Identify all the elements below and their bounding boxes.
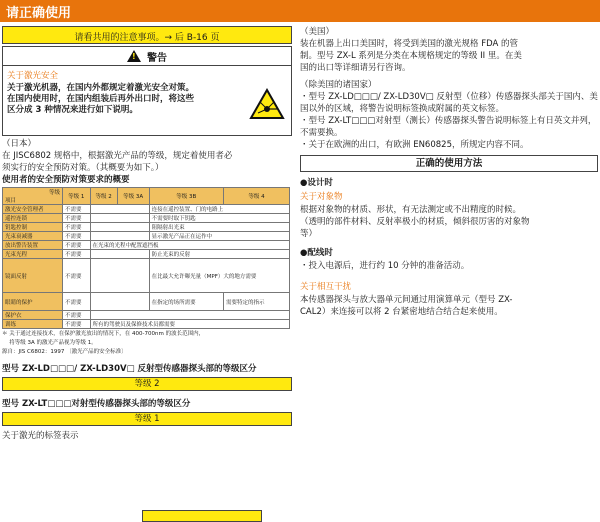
table-row	[3, 223, 290, 232]
interference-text-line: CAL2）来连接可以将 2 台紧密地结合结合起来使用。	[300, 307, 503, 317]
row-cell: 显示激光产品正在运作中	[149, 232, 289, 241]
method-title-box: 正确的使用方法	[300, 155, 598, 172]
row-item: 放出警告装置	[3, 241, 63, 250]
laser-safety-section	[2, 66, 292, 136]
right-column	[300, 26, 598, 318]
row-item: 保护衣	[3, 311, 63, 320]
wiring-heading: ●配线时	[300, 248, 333, 258]
label-display-heading: 关于激光的标签表示	[2, 431, 79, 441]
row-cell: 不需要	[63, 214, 91, 223]
row-cell: 防止光束的反射	[149, 250, 289, 259]
row-cell: 阻隔射出光束	[149, 223, 289, 232]
class-header: 等级 3A	[117, 188, 149, 205]
target-text-line: 等）	[300, 229, 318, 239]
row-cell: 不需要	[63, 311, 91, 320]
table-row	[3, 205, 290, 214]
left-column	[2, 26, 292, 441]
table-row	[3, 320, 290, 329]
notice-box: 请看共用的注意事项。→ 后 B-16 页	[2, 26, 292, 44]
zxld-model-line: 型号 ZX-LD□□□/ ZX-LD30V□ 反射型传感器探头部的等级区分	[2, 364, 257, 374]
page-title: 请正确使用	[6, 6, 72, 21]
row-item: 遥控连锁	[3, 214, 63, 223]
laser-subtitle: 关于激光安全	[7, 71, 59, 81]
row-item: 激光安全管理者	[3, 205, 63, 214]
other-heading: （除美国的诸国家）	[300, 80, 377, 90]
warning-icon	[127, 50, 141, 62]
laser-text-line: 关于激光机器，在国内外都规定着激光安全对策。	[7, 83, 195, 93]
row-item: 眼睛的保护	[3, 293, 63, 311]
other-item: ・型号 ZX-LT□□□对射型（测长）传感器探头警告说明标签上有日英文并列，不需要换。	[300, 116, 597, 138]
table-row	[3, 259, 290, 293]
laser-text-line: 区分成 3 种情况来进行如下说明。	[7, 105, 138, 115]
table-row	[3, 250, 290, 259]
table-row	[3, 214, 290, 223]
target-subtitle: 关于对象物	[300, 192, 343, 202]
row-cell: 不需要	[63, 250, 91, 259]
usa-heading: （美国）	[300, 27, 335, 37]
zxlt-class-badge: 等级 1	[2, 412, 292, 426]
row-cell: 连接在遥控装置、门的电路上	[149, 205, 289, 214]
usa-paragraph-line: 装在机器上出口美国时，将受到美国的激光规格 FDA 的管	[300, 39, 519, 49]
row-cell: 不需要	[63, 223, 91, 232]
table-footnote-line: 将等级 3A 的激光产品视为等级 1。	[2, 340, 97, 346]
corner-bottom-label: 项目	[5, 198, 17, 204]
target-text-line: 根据对象物的材质、形状，有无法测定或不出精度的时候。	[300, 205, 522, 215]
class-header: 等级 2	[90, 188, 117, 205]
usa-paragraph-line: 制。型号 ZX-L 系列是分类在本规格规定的等级 II 里。在美	[300, 51, 522, 61]
interference-text-line: 本传感器探头与放大器单元间通过用演算单元（型号 ZX-	[300, 295, 513, 305]
corner-top-label: 等级	[48, 190, 60, 196]
wiring-text: ・投入电源后，进行约 10 分钟的准备活动。	[300, 261, 470, 271]
japan-heading: （日本）	[2, 139, 37, 149]
row-cell: 不需要时取下钥匙	[149, 214, 289, 223]
row-item: 训练	[3, 320, 63, 329]
class-header: 等级 1	[63, 188, 91, 205]
laser-class-table	[2, 187, 290, 329]
class-header: 等级 4	[223, 188, 289, 205]
row-cell: 在光束的光程中配置遮挡板	[90, 241, 290, 250]
table-row	[3, 293, 290, 311]
warning-title-bar	[2, 46, 292, 66]
row-item: 钥匙控制	[3, 223, 63, 232]
row-cell: 所有的驾驶员及保修技术员都需要	[90, 320, 290, 329]
table-corner-cell	[3, 188, 63, 205]
row-cell: 需要特定的指示	[223, 293, 289, 311]
table-title: 使用者的安全预防对策要求的概要	[2, 175, 130, 185]
row-cell: 不需要	[63, 241, 91, 250]
zxlt-model-line: 型号 ZX-LT□□□对射型传感器探头部的等级区分	[2, 399, 191, 409]
row-item: 光束衰减器	[3, 232, 63, 241]
laser-hazard-icon	[249, 88, 285, 120]
table-row	[3, 241, 290, 250]
table-row	[3, 232, 290, 241]
laser-text-line: 在国内使用时，在国内组装后再外出口时，将这些	[7, 94, 195, 104]
table-row	[3, 311, 290, 320]
laser-label-image	[142, 510, 262, 522]
page-header	[0, 0, 600, 22]
design-heading: ●设计时	[300, 178, 333, 188]
target-text-line: （透明的部件材料、反射率极小的材质，倾斜很厉害的对象物	[300, 217, 530, 227]
japan-paragraph-line: 在 JISC6802 规格中，根据激光产品的等级，规定着使用者必	[2, 151, 233, 161]
zxld-class-badge: 等级 2	[2, 377, 292, 391]
other-item: ・关于在欧洲的出口，有欧洲 EN60825，所规定内容不同。	[300, 140, 529, 150]
row-cell: 不需要	[63, 320, 91, 329]
class-header: 等级 3B	[149, 188, 223, 205]
usa-paragraph-line: 国的出口等详细请另行咨询。	[300, 63, 411, 73]
row-cell: 不需要	[63, 205, 91, 214]
row-cell: 不需要	[63, 232, 91, 241]
row-cell: 不需要	[63, 259, 91, 293]
row-item: 镜面反射	[3, 259, 63, 293]
other-item: ・型号 ZX-LD□□□/ ZX-LD30V□ 反射型（位移）传感器探头部关于国内、美国以外的区域，将警告说明标签换成附属的英文标签。	[300, 92, 598, 114]
warning-title: 警告	[147, 52, 167, 64]
table-source: 源自：JIS C6802：1997 〔激光产品的安全标准〕	[2, 349, 127, 355]
interference-subtitle: 关于相互干扰	[300, 282, 352, 292]
japan-paragraph-line: 须实行的安全预防对策。（其概要为如下。）	[2, 163, 164, 173]
row-cell: 在比最大允许曝光量（MPF）大的地方需要	[149, 259, 289, 293]
row-cell: 在指定的场所需要	[149, 293, 223, 311]
table-footnote-line: ＊ 关于通过连接技术，在保护激光放出的情况下，在 400-700nm 的波长范围内，	[2, 331, 205, 337]
row-item: 光束光程	[3, 250, 63, 259]
row-cell: 不需要	[63, 293, 91, 311]
